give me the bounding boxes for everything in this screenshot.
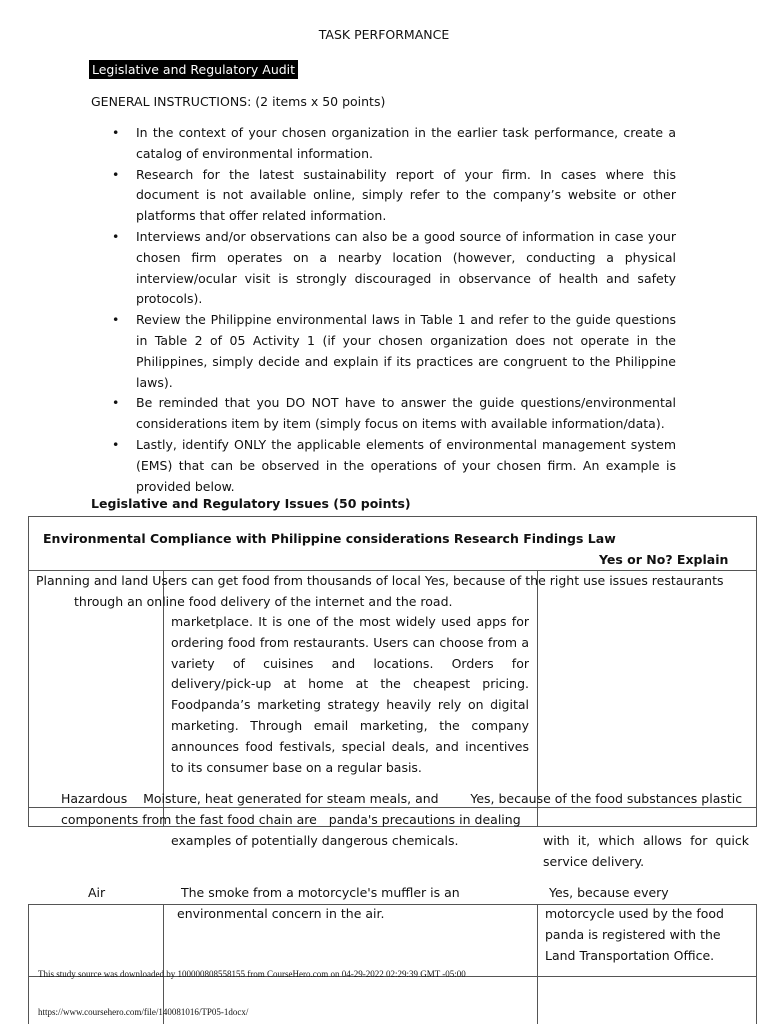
row3-consideration: Air <box>88 885 106 900</box>
table-border-top <box>28 516 757 517</box>
list-item: • Interviews and/or observations can also be a good source of information in case your chosen firm operates on a nearby location (however, conducting a physical interview/ocular visit is strongly discouraged in observance of health and safety protocols). <box>108 227 676 310</box>
list-item: • In the context of your chosen organization in the earlier task performance, create a catalog of environmental information. <box>108 123 676 165</box>
table-col-divider-2b <box>537 904 538 1024</box>
table-border-row1 <box>28 570 757 571</box>
row2-findings: examples of potentially dangerous chemicals. <box>171 833 459 848</box>
table-col-divider-1b <box>163 904 164 1024</box>
table-header: Environmental Compliance with Philippine considerations Research Findings Law <box>43 531 616 546</box>
list-item: • Research for the latest sustainability report of your firm. In cases where this document is not available online, simply refer to the company’s website or other platforms that offer related information. <box>108 165 676 227</box>
row3-findings: The smoke from a motorcycle's muffler is an <box>181 885 460 900</box>
highlighted-heading: Legislative and Regulatory Audit <box>89 60 298 79</box>
table-border-left-b <box>28 904 29 1024</box>
row3-explain-cont: motorcycle used by the food panda is registered with the Land Transportation Office. <box>545 906 724 963</box>
list-item: • Be reminded that you DO NOT have to answer the guide questions/environmental considerations item by item (simply focus on items with available information/data). <box>108 393 676 435</box>
row2-line1: Hazardous Moisture, heat generated for steam meals, and Yes, because of the food substances plastic <box>61 791 743 806</box>
table-header-explain: Yes or No? Explain <box>599 552 729 567</box>
row3-explain: Yes, because every <box>549 885 669 900</box>
row3-findings-cont: environmental concern in the air. <box>177 906 385 921</box>
row1-findings: marketplace. It is one of the most widely used apps for ordering food from restaurants. Users can choose from a variety of cuisines and locations. Orders for delivery/pick-up at home at the cheapest pricing. Foodpanda’s marketing strategy heavily rely on digital marketing. Through email marketing, the company announces food festivals, special deals, and incentives to its consumer base on a regular basis. <box>171 614 529 775</box>
instruction-list <box>108 123 676 497</box>
row2-explain: with it, which allows for quick service delivery. <box>543 833 749 869</box>
table-col-divider-2a <box>537 570 538 827</box>
row1-line2: through an online food delivery of the internet and the road. <box>74 594 453 609</box>
table-border-right-b <box>756 904 757 1024</box>
table-border-left-a <box>28 516 29 827</box>
general-instructions: GENERAL INSTRUCTIONS: (2 items x 50 points) <box>91 94 386 109</box>
list-item: • Review the Philippine environmental laws in Table 1 and refer to the guide questions in Table 2 of 05 Activity 1 (if your chosen organization does not operate in the Philippines, simply decide and explain if its practices are congruent to the Philippine laws). <box>108 310 676 393</box>
table-border-row2a <box>28 807 757 808</box>
page-title: TASK PERFORMANCE <box>318 27 450 42</box>
source-url[interactable]: https://www.coursehero.com/file/140081016/TP05-1docx/ <box>38 1007 249 1017</box>
table-border-right-a <box>756 516 757 827</box>
section-heading: Legislative and Regulatory Issues (50 points) <box>91 496 411 511</box>
list-item: • Lastly, identify ONLY the applicable elements of environmental management system (EMS) that can be observed in the operations of your chosen firm. An example is provided below. <box>108 435 676 497</box>
row1-line1: Planning and land Users can get food from thousands of local Yes, because of the right use issues restaurants <box>36 573 724 588</box>
source-footer: This study source was downloaded by 100000808558155 from CourseHero.com on 04-29-2022 02:29:39 GMT -05:00 <box>38 969 466 979</box>
row2-line2: components from the fast food chain are panda's precautions in dealing <box>61 812 521 827</box>
